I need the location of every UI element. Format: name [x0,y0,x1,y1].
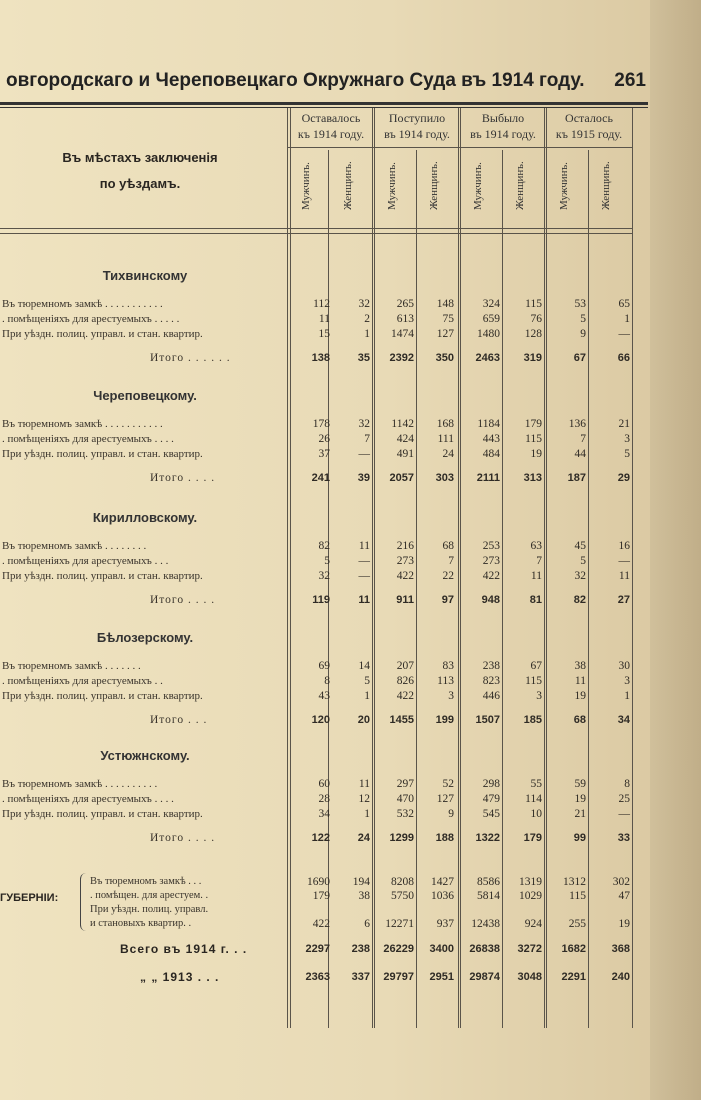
table-cell: 34 [617,714,630,726]
table-cell: 38 [358,890,370,902]
table-cell: 33 [617,832,630,844]
table-cell: 3 [624,433,630,445]
table-cell: 422 [312,918,330,930]
table-cell: 11 [618,570,630,582]
table-cell: 302 [612,876,630,888]
table-cell: 24 [442,448,454,460]
table-cell: 119 [312,594,330,606]
table-cell: 187 [567,472,586,484]
district-section-title: Устюжнскому. [100,748,190,763]
table-cell: 35 [357,352,370,364]
table-cell: 532 [396,808,414,820]
table-cell: 63 [530,540,542,552]
table-cell: 26229 [383,943,414,955]
table-cell: 911 [396,594,414,606]
table-cell: 11 [358,594,370,606]
table-vertical-rule [632,108,633,1028]
table-cell: 68 [442,540,454,552]
table-cell: 216 [396,540,414,552]
table-cell: 273 [396,555,414,567]
table-cell: 1 [364,328,370,340]
group-header [288,110,374,142]
table-cell: 659 [482,313,500,325]
row-label: При уѣздн. полиц. управл. и стан. квартир. [2,448,203,460]
place-column-header [30,145,250,197]
group-header-line2: къ 1914 году. [297,127,365,141]
table-cell: 5814 [477,890,500,902]
row-label: Въ тюремномъ замкѣ . . . . . . . . . . [2,778,158,790]
table-cell: 1427 [431,876,454,888]
table-cell: 21 [574,808,586,820]
table-cell: 29874 [469,971,500,983]
table-cell: 148 [436,298,454,310]
table-cell: 138 [311,352,330,364]
table-cell: 8 [624,778,630,790]
table-cell: 3 [624,675,630,687]
guberniya-label: ГУБЕРНІИ: [0,892,59,904]
men-subheader: Мужчинъ. [472,162,484,210]
table-cell: 24 [357,832,370,844]
table-cell: 484 [482,448,500,460]
total-1913-label: „ „ 1913 . . . [140,970,220,984]
table-cell: 82 [573,594,586,606]
women-subheader: Женщинъ. [514,161,526,211]
district-section-title: Кирилловскому. [92,510,198,525]
group-header-line1: Поступило [388,111,446,125]
table-cell: 26838 [469,943,500,955]
table-cell: 185 [523,714,542,726]
table-cell: 69 [318,660,330,672]
table-cell: 443 [482,433,500,445]
table-cell: 5 [580,313,586,325]
table-cell: 25 [618,793,630,805]
header-rule-thin [0,107,648,108]
total-label: Итого . . . . [150,832,216,844]
table-cell: 422 [396,690,414,702]
table-cell: 47 [618,890,630,902]
table-cell: 5 [364,675,370,687]
header-rule-thick [0,102,648,105]
table-cell: 11 [530,570,542,582]
table-cell: 9 [580,328,586,340]
table-cell: 32 [574,570,586,582]
table-cell: 38 [574,660,586,672]
table-cell: 11 [318,313,330,325]
table-cell: 32 [358,418,370,430]
table-cell: 194 [352,876,370,888]
table-cell: 75 [442,313,454,325]
group-header-line1: Выбыло [481,111,525,125]
table-cell: 67 [530,660,542,672]
table-cell: 1 [624,313,630,325]
place-header-line2: по уѣздамъ. [99,176,181,191]
group-header-line2: къ 1915 году. [555,127,623,141]
table-cell: 937 [436,918,454,930]
table-cell: 44 [574,448,586,460]
guberniya-brace [80,873,89,931]
table-cell: 446 [482,690,500,702]
guberniya-row-label: . помѣщен. для арестуем. . [90,890,209,901]
table-cell: 1474 [391,328,414,340]
table-cell: 83 [442,660,454,672]
table-cell: 424 [396,433,414,445]
table-cell: 30 [618,660,630,672]
table-cell: 3 [448,690,454,702]
table-cell: 97 [441,594,454,606]
table-vertical-rule [372,108,373,1028]
table-cell: 114 [525,793,542,805]
table-cell: 2111 [476,472,500,484]
table-cell: 19 [574,690,586,702]
table-cell: 823 [482,675,500,687]
table-cell: 1299 [389,832,414,844]
table-cell: 68 [573,714,586,726]
table-cell: 5750 [391,890,414,902]
table-cell: 324 [482,298,500,310]
district-section-title: Бѣлозерскому. [96,630,194,645]
table-cell: 76 [530,313,542,325]
table-cell: 2392 [389,352,414,364]
table-cell: 1029 [519,890,542,902]
table-cell: 319 [523,352,542,364]
table-cell: 470 [396,793,414,805]
table-cell: 20 [357,714,370,726]
group-header-line1: Осталось [565,111,613,125]
table-cell: 82 [318,540,330,552]
page-title: овгородскаго и Череповецкаго Окружнаго Суда въ 1914 году. [6,70,585,91]
table-cell: 613 [396,313,414,325]
table-cell: 113 [437,675,454,687]
table-cell: 26 [318,433,330,445]
table-cell: 826 [396,675,414,687]
table-cell: 1322 [475,832,500,844]
table-cell: 53 [574,298,586,310]
table-horizontal-rule [0,228,632,229]
table-cell: 207 [396,660,414,672]
table-cell: 45 [574,540,586,552]
district-section-title: Тихвинскому [102,268,188,283]
group-header [546,110,632,142]
group-header [374,110,460,142]
table-cell: 27 [617,594,630,606]
page-number: 261 [614,70,646,91]
total-label: Итого . . . [150,714,208,726]
table-cell: 178 [312,418,330,430]
table-cell: 1507 [475,714,500,726]
table-cell: 6 [364,918,370,930]
table-cell: 29 [617,472,630,484]
table-vertical-rule [502,150,503,1028]
table-cell: 9 [448,808,454,820]
table-cell: 179 [523,832,542,844]
table-cell: 7 [364,433,370,445]
row-label: Въ тюремномъ замкѣ . . . . . . . . . . . [2,418,163,430]
table-cell: 8 [324,675,330,687]
group-header-line2: въ 1914 году. [470,127,536,141]
table-horizontal-rule [288,147,632,148]
table-cell: 303 [435,472,454,484]
table-cell: 238 [482,660,500,672]
table-vertical-rule [544,108,545,1028]
women-subheader: Женщинъ. [428,161,440,211]
table-cell: 179 [312,890,330,902]
table-cell: 52 [442,778,454,790]
table-cell: 2291 [561,971,586,983]
table-cell: 1184 [477,418,500,430]
table-cell: 2951 [429,971,454,983]
table-cell: 43 [318,690,330,702]
table-cell: — [618,555,630,567]
table-cell: 66 [617,352,630,364]
total-label: Итого . . . . . . [150,352,231,364]
table-cell: 253 [482,540,500,552]
men-subheader: Мужчинъ. [300,162,312,210]
table-cell: 241 [311,472,330,484]
table-cell: 11 [574,675,586,687]
page-edge-shadow [650,0,701,1100]
table-cell: 3400 [429,943,454,955]
table-cell: 924 [524,918,542,930]
table-cell: 479 [482,793,500,805]
table-cell: 22 [442,570,454,582]
table-cell: 350 [435,352,454,364]
table-cell: 491 [396,448,414,460]
table-cell: 10 [530,808,542,820]
table-cell: 16 [618,540,630,552]
table-cell: 11 [358,540,370,552]
table-cell: 120 [311,714,330,726]
table-vertical-rule [458,108,459,1028]
table-cell: 32 [318,570,330,582]
table-cell: 1682 [561,943,586,955]
table-cell: 21 [618,418,630,430]
row-label: . помѣщеніяхъ для арестуемыхъ . . [2,675,163,687]
table-cell: 60 [318,778,330,790]
place-header-line1: Въ мѣстахъ заключенія [62,150,218,165]
row-label: Въ тюремномъ замкѣ . . . . . . . . [2,540,147,552]
table-cell: 15 [318,328,330,340]
table-cell: — [358,570,370,582]
table-cell: 422 [482,570,500,582]
table-cell: — [358,448,370,460]
table-cell: 28 [318,793,330,805]
table-vertical-rule [374,108,375,1028]
table-cell: 7 [580,433,586,445]
table-cell: 2463 [475,352,500,364]
table-cell: 1 [364,808,370,820]
table-vertical-rule [546,108,547,1028]
table-cell: 313 [523,472,542,484]
table-cell: 188 [435,832,454,844]
table-cell: 2297 [305,943,330,955]
table-cell: 238 [351,943,370,955]
guberniya-row-label: Въ тюремномъ замкѣ . . . [90,876,202,887]
table-cell: 136 [568,418,586,430]
table-cell: 11 [358,778,370,790]
table-cell: 111 [437,433,454,445]
row-label: При уѣздн. полиц. управл. и стан. квартир. [2,808,203,820]
table-cell: 5 [580,555,586,567]
row-label: При уѣздн. полиц. управл. и стан. квартир. [2,690,203,702]
table-cell: 255 [568,918,586,930]
table-cell: 127 [436,328,454,340]
table-vertical-rule [290,108,291,1028]
district-section-title: Череповецкому. [93,388,197,403]
table-cell: 12438 [471,918,500,930]
table-cell: 3272 [517,943,542,955]
table-cell: 112 [313,298,330,310]
women-subheader: Женщинъ. [600,161,612,211]
table-cell: 115 [525,433,542,445]
table-cell: 422 [396,570,414,582]
table-cell: 3048 [517,971,542,983]
table-cell: — [618,808,630,820]
table-cell: 2 [364,313,370,325]
group-header [460,110,546,142]
table-cell: 1690 [307,876,330,888]
table-cell: 67 [573,352,586,364]
table-cell: — [358,555,370,567]
table-cell: 298 [482,778,500,790]
table-cell: 1319 [519,876,542,888]
table-cell: 59 [574,778,586,790]
table-cell: 2057 [389,472,414,484]
table-cell: 55 [530,778,542,790]
men-subheader: Мужчинъ. [558,162,570,210]
table-cell: 545 [482,808,500,820]
table-cell: 19 [618,918,630,930]
table-cell: 240 [611,971,630,983]
table-vertical-rule [588,150,589,1028]
table-cell: 128 [524,328,542,340]
group-header-line1: Оставалось [301,111,361,125]
table-cell: 65 [618,298,630,310]
table-cell: 12271 [385,918,414,930]
row-label: . помѣщеніяхъ для арестуемыхъ . . . . [2,793,174,805]
table-horizontal-rule [0,233,632,234]
table-cell: 1036 [431,890,454,902]
table-cell: 297 [396,778,414,790]
table-cell: 19 [574,793,586,805]
table-cell: 5 [324,555,330,567]
row-label: . помѣщеніяхъ для арестуемыхъ . . . . [2,433,174,445]
table-cell: 368 [611,943,630,955]
table-cell: 7 [536,555,542,567]
table-cell: 337 [351,971,370,983]
table-vertical-rule [416,150,417,1028]
page-header [6,70,646,100]
table-cell: 115 [525,298,542,310]
table-cell: 99 [573,832,586,844]
table-cell: 199 [435,714,454,726]
table-cell: 8208 [391,876,414,888]
row-label: . помѣщеніяхъ для арестуемыхъ . . . . . [2,313,180,325]
table-cell: 32 [358,298,370,310]
table-cell: 5 [624,448,630,460]
table-cell: 273 [482,555,500,567]
row-label: При уѣздн. полиц. управл. и стан. квартир. [2,328,203,340]
table-cell: 1142 [391,418,414,430]
table-cell: 81 [529,594,542,606]
total-label: Итого . . . . [150,594,216,606]
table-vertical-rule [287,108,288,1028]
table-cell: 122 [311,832,330,844]
table-cell: 1312 [563,876,586,888]
table-cell: 7 [448,555,454,567]
table-cell: 265 [396,298,414,310]
guberniya-row-label: и становыхъ квартир. . [90,918,192,929]
total-1914-label: Всего въ 1914 г. . . [120,942,248,956]
table-cell: 8586 [477,876,500,888]
table-cell: 29797 [383,971,414,983]
table-cell: 115 [569,890,586,902]
men-subheader: Мужчинъ. [386,162,398,210]
group-header-line2: въ 1914 году. [384,127,450,141]
row-label: Въ тюремномъ замкѣ . . . . . . . . . . . [2,298,163,310]
guberniya-row-label: При уѣздн. полиц. управл. [90,904,209,915]
table-cell: 115 [525,675,542,687]
table-vertical-rule [460,108,461,1028]
table-cell: 2363 [305,971,330,983]
table-cell: 3 [536,690,542,702]
table-cell: 179 [524,418,542,430]
table-cell: 39 [357,472,370,484]
table-cell: 12 [358,793,370,805]
table-cell: 37 [318,448,330,460]
table-cell: 168 [436,418,454,430]
row-label: Въ тюремномъ замкѣ . . . . . . . [2,660,141,672]
table-cell: 1480 [477,328,500,340]
total-label: Итого . . . . [150,472,216,484]
table-cell: 1455 [389,714,414,726]
table-cell: — [618,328,630,340]
row-label: При уѣздн. полиц. управл. и стан. квартир. [2,570,203,582]
women-subheader: Женщинъ. [342,161,354,211]
row-label: . помѣщеніяхъ для арестуемыхъ . . . [2,555,169,567]
table-cell: 19 [530,448,542,460]
table-cell: 1 [624,690,630,702]
table-cell: 1 [364,690,370,702]
table-cell: 948 [481,594,500,606]
table-cell: 14 [358,660,370,672]
table-cell: 34 [318,808,330,820]
table-cell: 127 [436,793,454,805]
